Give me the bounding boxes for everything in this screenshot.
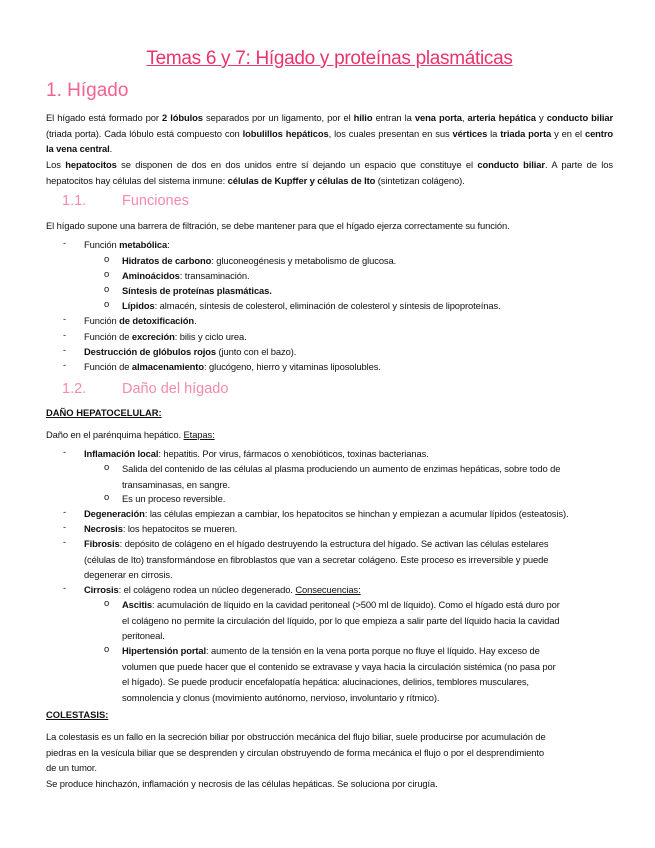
heading-dano-hepatocelular: DAÑO HEPATOCELULAR: bbox=[46, 407, 162, 418]
bullet-circle: o bbox=[104, 643, 110, 654]
bullet-dash: - bbox=[63, 582, 67, 593]
bullet-circle: o bbox=[104, 461, 110, 472]
bullet-dash: - bbox=[63, 344, 67, 355]
list-item: Función de almacenamiento: glucógeno, hierro y vitaminas liposolubles. bbox=[84, 361, 381, 372]
bullet-dash: - bbox=[63, 506, 67, 517]
list-item: Síntesis de proteínas plasmáticas. bbox=[122, 285, 272, 296]
list-item: Ascitis: acumulación de líquido en la cavidad peritoneal (>500 ml de líquido). Como el hígado está duro por el colágeno no permite la circulación del líquido, por lo que empieza a salir parte del líquido hacia la cavidad peritoneal. bbox=[122, 599, 560, 641]
bullet-circle: o bbox=[104, 597, 110, 608]
list-item: Destrucción de glóbulos rojos (junto con el bazo). bbox=[84, 346, 297, 357]
list-item: Aminoácidos: transaminación. bbox=[122, 270, 250, 281]
bullet-circle: o bbox=[104, 491, 110, 502]
list-item: Función de detoxificación. bbox=[84, 315, 197, 326]
heading-colestasis: COLESTASIS: bbox=[46, 709, 109, 720]
bullet-dash: - bbox=[63, 446, 67, 457]
funciones-intro: El hígado supone una barrera de filtración, se debe mantener para que el hígado ejerza correctamente su función. bbox=[46, 220, 510, 231]
list-item: Degeneración: las células empiezan a cambiar, los hepatocitos se hinchan y empiezan a acumular lípidos (esteatosis). bbox=[84, 508, 569, 519]
document-title: Temas 6 y 7: Hígado y proteínas plasmáticas bbox=[146, 48, 513, 69]
bullet-circle: o bbox=[104, 283, 110, 294]
bullet-circle: o bbox=[104, 253, 110, 264]
list-item: Lípidos: almacén, síntesis de colesterol, eliminación de colesterol y síntesis de lipoproteínas. bbox=[122, 300, 501, 311]
bullet-circle: o bbox=[104, 298, 110, 309]
heading-higado: 1. Hígado bbox=[46, 80, 129, 101]
list-item: Inflamación local: hepatitis. Por virus, fármacos o xenobióticos, toxinas bacterianas. bbox=[84, 448, 429, 459]
paragraph-hepatocitos: Los hepatocitos se disponen de dos en dos unidos entre sí dejando un espacio que constituye el conducto biliar. A parte de los hepatocitos hay células del sistema inmune: células de Kupffer y células de Ito (sintetizan colágeno). bbox=[46, 159, 613, 186]
list-item: Es un proceso reversible. bbox=[122, 493, 226, 504]
list-item: Cirrosis: el colágeno rodea un núcleo degenerado. Consecuencias: bbox=[84, 584, 361, 595]
list-item: Fibrosis: depósito de colágeno en el hígado destruyendo la estructura del hígado. Se activan las células estelares (células de Ito) transformándose en fibroblastos que van a secretar colágeno. Este proceso es irreversible y puede degenerar en cirrosis. bbox=[84, 538, 549, 580]
bullet-dash: - bbox=[63, 521, 67, 532]
bullet-circle: o bbox=[104, 268, 110, 279]
bullet-dash: - bbox=[63, 536, 67, 547]
list-item: Necrosis: los hepatocitos se mueren. bbox=[84, 523, 238, 534]
list-item: Salida del contenido de las células al plasma produciendo un aumento de enzimas hepáticas, sobre todo de transaminasas, en sangre. bbox=[122, 463, 561, 490]
bullet-dash: - bbox=[63, 237, 67, 248]
bullet-dash: - bbox=[63, 313, 67, 324]
list-item: Función metabólica: bbox=[84, 239, 170, 250]
list-item: Hipertensión portal: aumento de la tensión en la vena porta porque no fluye el líquido. Hay exceso de volumen que puede hacer que el contenido se extravase y vaya hacia la circulación sistémica (no pasa por el hígado). Se puede producir encefalopatía hepática: alucinaciones, delirios, temblores musculares, somnolencia y clonus (movimiento autónomo, nervioso, involuntario y rítmico). bbox=[122, 645, 556, 703]
colestasis-paragraph: La colestasis es un fallo en la secreción biliar por obstrucción mecánica del flujo biliar, suele producirse por acumulación de piedras en la vesícula biliar que se desprenden y circulan obstruyendo de forma mecánica el flujo o por el desprendimiento de un tumor. bbox=[46, 731, 546, 773]
heading-dano-higado: 1.2. Daño del hígado bbox=[62, 381, 229, 397]
colestasis-paragraph-2: Se produce hinchazón, inflamación y necrosis de las células hepáticas. Se soluciona por cirugía. bbox=[46, 778, 438, 789]
list-item: Función de excreción: bilis y ciclo urea. bbox=[84, 331, 247, 342]
list-item: Hidratos de carbono: gluconeogénesis y metabolismo de glucosa. bbox=[122, 255, 397, 266]
paragraph-lobulos: El hígado está formado por 2 lóbulos separados por un ligamento, por el hilio entran la vena porta, arteria hepática y conducto biliar (triada porta). Cada lóbulo está compuesto con lobulillos hepáticos, los cuales presentan en sus vértices la triada porta y en el centro la vena central. bbox=[46, 112, 614, 154]
dano-intro: Daño en el parénquima hepático. Etapas: bbox=[46, 429, 215, 440]
bullet-dash: - bbox=[63, 359, 67, 370]
bullet-dash: - bbox=[63, 329, 67, 340]
heading-funciones: 1.1. Funciones bbox=[62, 193, 189, 209]
